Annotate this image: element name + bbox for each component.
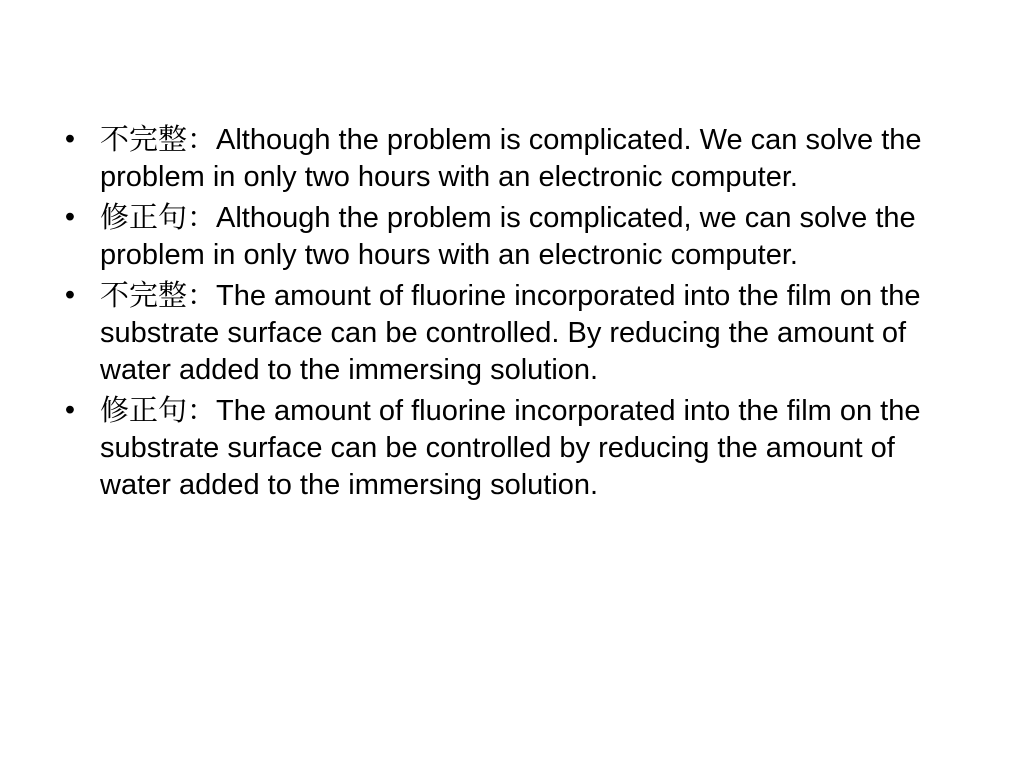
item-text: The amount of fluorine incorporated into the film on the substrate surface can be controlled. By reducing the amount of water added to the immersing solution.: [100, 280, 921, 386]
item-label: 修正句：: [100, 393, 217, 427]
item-text: Although the problem is complicated. We can solve the problem in only two hours with an electronic computer.: [100, 124, 922, 193]
bullet-icon: •: [64, 279, 76, 311]
bullet-item-1: [60, 121, 960, 196]
bullet-list: [60, 121, 960, 507]
item-text: Although the problem is complicated, we can solve the problem in only two hours with an electronic computer.: [100, 202, 916, 271]
item-text: The amount of fluorine incorporated into the film on the substrate surface can be controlled by reducing the amount of water added to the immersing solution.: [100, 395, 921, 501]
bullet-item-4: [60, 392, 960, 504]
item-label: 不完整：: [100, 278, 217, 312]
bullet-item-2: [60, 199, 960, 274]
item-label: 修正句：: [100, 200, 217, 234]
bullet-icon: •: [64, 394, 76, 426]
bullet-icon: •: [64, 201, 76, 233]
bullet-icon: •: [64, 123, 76, 155]
item-label: 不完整：: [100, 122, 217, 156]
bullet-item-3: [60, 277, 960, 389]
